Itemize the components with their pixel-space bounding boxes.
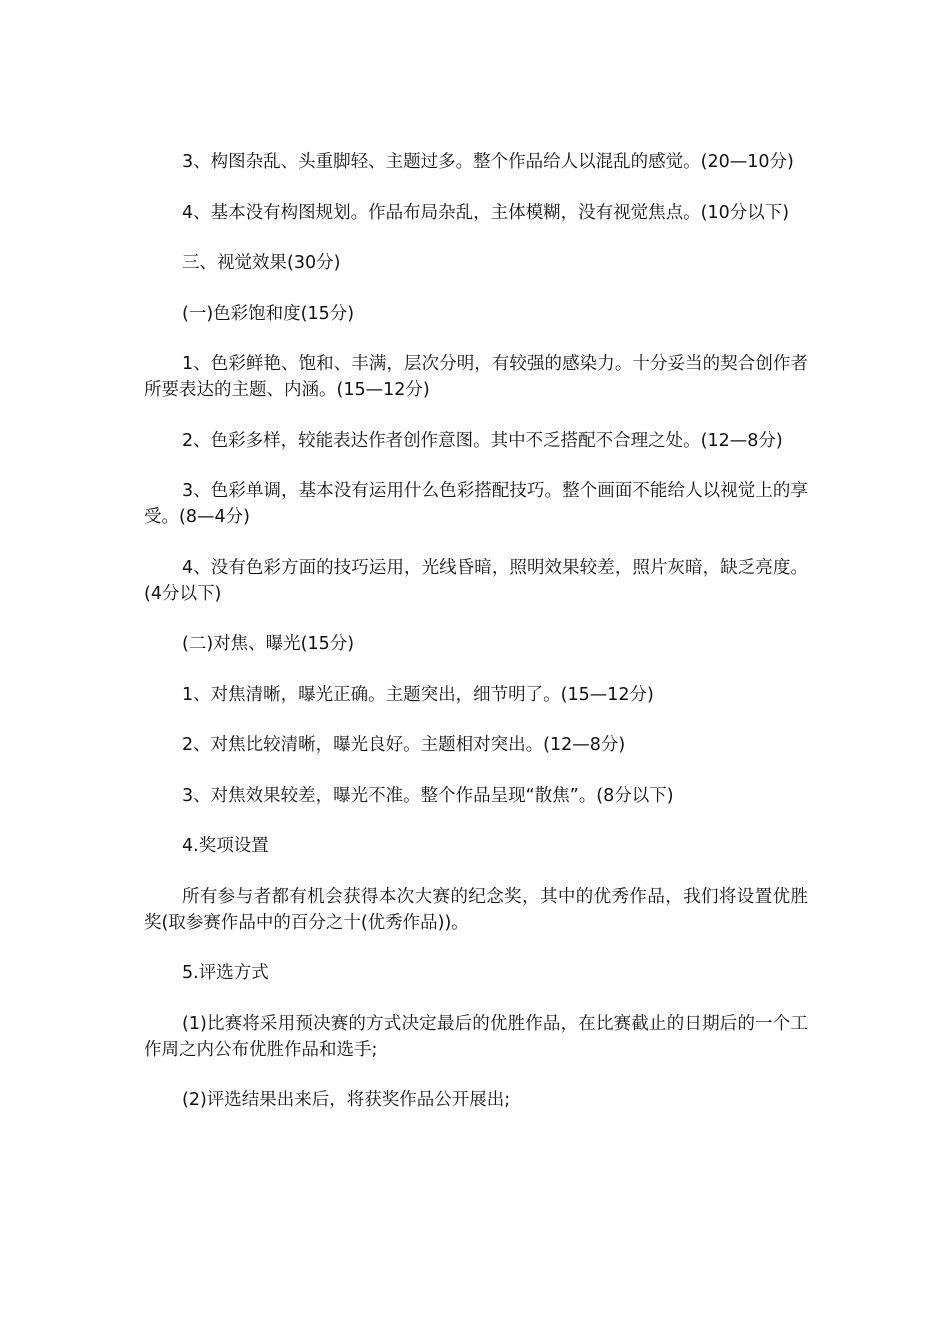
paragraph-composition-4: 4、基本没有构图规划。作品布局杂乱，主体模糊，没有视觉焦点。(10分以下) — [182, 202, 790, 223]
paragraph-color-1: 1、色彩鲜艳、饱和、丰满，层次分明，有较强的感染力。十分妥当的契合创作者所要表达的主题、内涵。(15—12分) — [144, 354, 808, 400]
section-heading-selection: 5.评选方式 — [182, 963, 269, 983]
paragraph-focus-3: 3、对焦效果较差，曝光不准。整个作品呈现“散焦”。(8分以下) — [182, 785, 674, 806]
section-heading-visual-effect: 三、视觉效果(30分) — [182, 253, 341, 273]
paragraph-color-2: 2、色彩多样，较能表达作者创作意图。其中不乏搭配不合理之处。(12—8分) — [182, 430, 783, 451]
section-heading-awards: 4.奖项设置 — [182, 836, 269, 856]
document-body — [144, 149, 808, 1138]
paragraph-color-4: 4、没有色彩方面的技巧运用，光线昏暗，照明效果较差，照片灰暗，缺乏亮度。(4分以下) — [144, 557, 808, 604]
paragraph-selection-1: (1)比赛将采用预决赛的方式决定最后的优胜作品，在比赛截止的日期后的一个工作周之内公布优胜作品和选手; — [144, 1013, 808, 1060]
paragraph-color-3: 3、色彩单调，基本没有运用什么色彩搭配技巧。整个画面不能给人以视觉上的享受。(8—4分) — [144, 481, 808, 527]
subheading-focus-exposure: (二)对焦、曝光(15分) — [182, 634, 355, 654]
paragraph-focus-2: 2、对焦比较清晰，曝光良好。主题相对突出。(12—8分) — [182, 735, 626, 755]
paragraph-awards: 所有参与者都有机会获得本次大赛的纪念奖，其中的优秀作品，我们将设置优胜奖(取参赛作品中的百分之十(优秀作品))。 — [144, 886, 808, 933]
paragraph-focus-1: 1、对焦清晰，曝光正确。主题突出，细节明了。(15—12分) — [182, 684, 654, 705]
paragraph-composition-3: 3、构图杂乱、头重脚轻、主题过多。整个作品给人以混乱的感觉。(20—10分) — [182, 152, 794, 172]
paragraph-selection-2: (2)评选结果出来后，将获奖作品公开展出; — [182, 1090, 511, 1110]
subheading-color-saturation: (一)色彩饱和度(15分) — [182, 303, 355, 324]
